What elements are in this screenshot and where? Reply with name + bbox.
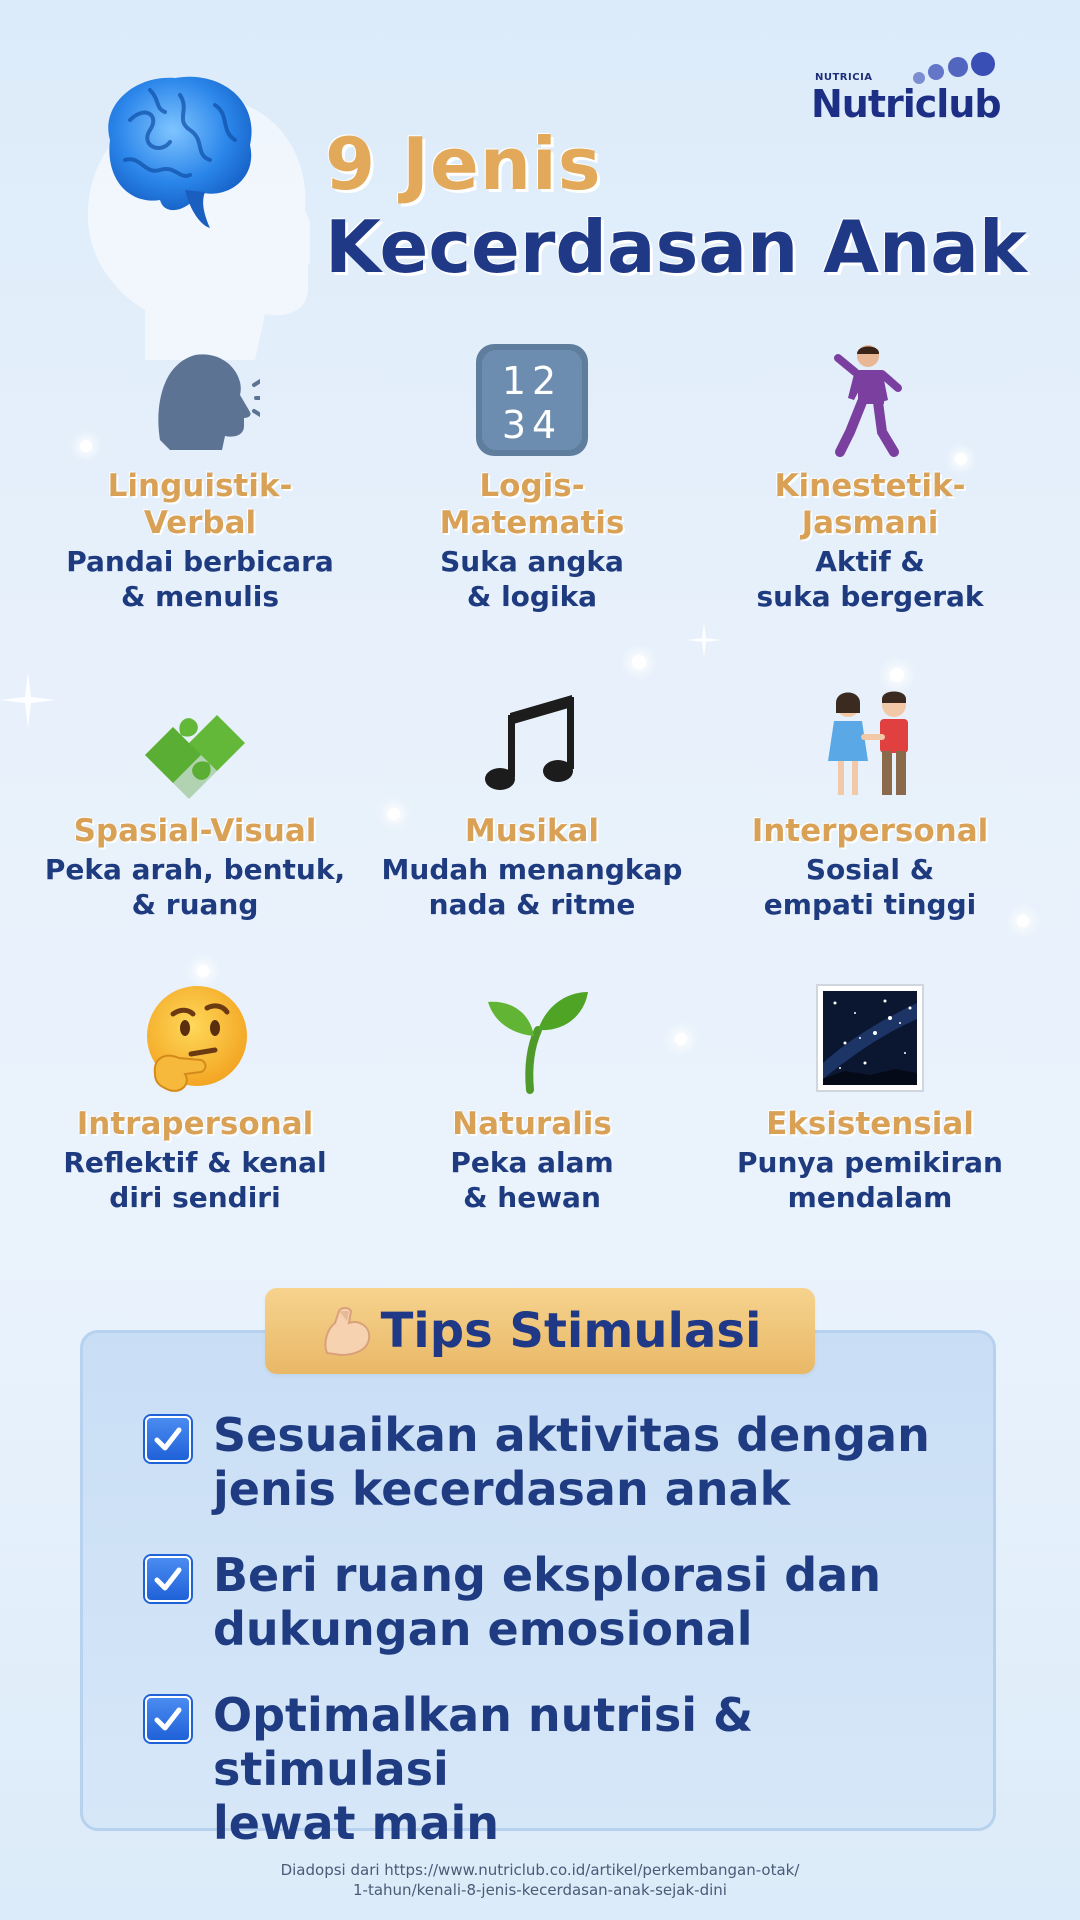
numbers-1234-icon [474, 342, 590, 458]
tip-text-line2: dukungan emosional [213, 1602, 753, 1656]
star-sparkle-icon [686, 622, 722, 658]
logo-brand-small: NUTRICIA [815, 72, 873, 83]
intelligence-desc: & logika [466, 580, 598, 613]
intelligence-desc: Pandai berbicara [66, 545, 334, 578]
intelligence-card-linguistic [30, 340, 370, 614]
tip-item [145, 1408, 965, 1516]
intelligence-desc: Punya pemikiran [737, 1146, 1003, 1179]
tips-header [265, 1288, 815, 1374]
intelligence-name: Naturalis [452, 1106, 612, 1142]
intelligence-name: Jasmani [801, 505, 939, 541]
intelligence-name: Verbal [143, 505, 257, 541]
puzzle-piece-icon [135, 685, 255, 805]
intelligence-desc: diri sendiri [109, 1181, 281, 1214]
flexed-biceps-icon [319, 1303, 375, 1359]
page-title-line2: Kecerdasan Anak [325, 205, 1027, 289]
intelligence-card-spatial [25, 685, 365, 922]
brain-icon [90, 60, 265, 235]
intelligence-card-interpersonal [700, 685, 1040, 922]
nutriclub-logo [803, 52, 1018, 132]
svg-text:34: 34 [501, 403, 563, 447]
sparkle-decoration [197, 965, 209, 977]
intelligence-name: Kinestetik- [774, 468, 966, 504]
dancing-man-icon [810, 340, 930, 460]
intelligence-card-naturalist [362, 978, 702, 1215]
logo-brand-main: Nutriclub [811, 82, 1001, 126]
intelligence-card-existential [700, 978, 1040, 1215]
source-citation [0, 1860, 1080, 1900]
intelligence-name: Interpersonal [751, 813, 989, 849]
tip-text-line2: jenis kecerdasan anak [213, 1462, 791, 1516]
tip-item [145, 1548, 965, 1656]
intelligence-desc: & menulis [120, 580, 280, 613]
tips-header-label: Tips Stimulasi [380, 1303, 762, 1359]
night-sky-icon [815, 983, 925, 1093]
intelligence-desc: empati tinggi [763, 888, 977, 921]
thinking-face-icon [135, 978, 255, 1098]
intelligence-desc: Peka alam [450, 1146, 614, 1179]
checkbox-checked-icon [145, 1416, 191, 1462]
intelligence-name: Matematis [439, 505, 625, 541]
tip-item [145, 1688, 965, 1850]
checkbox-checked-icon [145, 1556, 191, 1602]
intelligence-desc: Aktif & [815, 545, 925, 578]
couple-holding-hands-icon [810, 685, 930, 805]
tip-text-line2: lewat main [213, 1796, 499, 1850]
source-line2: 1-tahun/kenali-8-jenis-kecerdasan-anak-sejak-dini [353, 1881, 727, 1899]
intelligence-card-musical [362, 685, 702, 922]
intelligence-name: Spasial-Visual [73, 813, 317, 849]
source-line1: Diadopsi dari https://www.nutriclub.co.id/artikel/perkembangan-otak/ [280, 1861, 800, 1879]
intelligence-card-kinesthetic [700, 340, 1040, 614]
tip-text-line1: Optimalkan nutrisi & stimulasi [213, 1688, 754, 1796]
intelligence-name: Intrapersonal [76, 1106, 314, 1142]
intelligence-desc: Sosial & [805, 853, 935, 886]
sparkle-decoration [890, 668, 904, 682]
intelligence-desc: Peka arah, bentuk, [44, 853, 346, 886]
intelligence-desc: suka bergerak [756, 580, 984, 613]
intelligence-card-intrapersonal [25, 978, 365, 1215]
intelligence-desc: Suka angka [440, 545, 624, 578]
tip-text-line1: Sesuaikan aktivitas dengan [213, 1408, 930, 1462]
intelligence-desc: & ruang [131, 888, 259, 921]
intelligence-name: Musikal [464, 813, 600, 849]
checkbox-checked-icon [145, 1696, 191, 1742]
intelligence-desc: Mudah menangkap [381, 853, 683, 886]
intelligence-name: Logis- [479, 468, 585, 504]
music-notes-icon [472, 685, 592, 805]
svg-text:12: 12 [501, 359, 563, 403]
intelligence-desc: mendalam [787, 1181, 953, 1214]
intelligence-desc: & hewan [463, 1181, 601, 1214]
intelligence-desc: Reflektif & kenal [63, 1146, 327, 1179]
intelligence-name: Eksistensial [766, 1106, 974, 1142]
intelligence-desc: nada & ritme [428, 888, 636, 921]
seedling-icon [472, 978, 592, 1098]
sparkle-decoration [632, 655, 646, 669]
tip-text-line1: Beri ruang eksplorasi dan [213, 1548, 881, 1602]
intelligence-name: Linguistik- [107, 468, 293, 504]
speaking-head-icon [140, 340, 260, 460]
intelligence-card-logical [362, 340, 702, 614]
page-title-line1: 9 Jenis [325, 122, 602, 206]
